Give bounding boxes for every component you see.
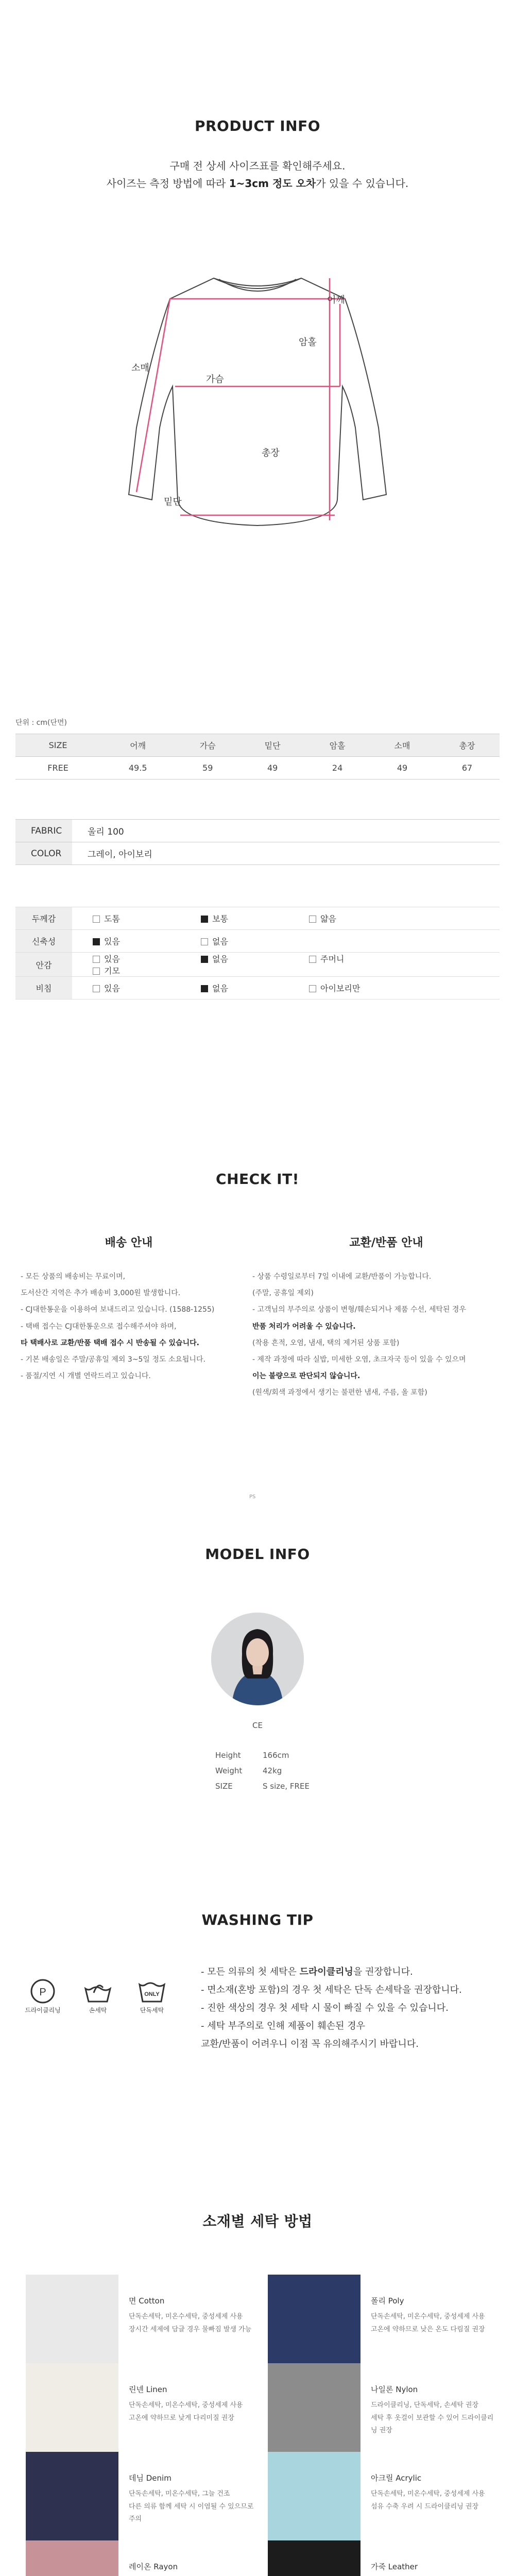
material-swatch	[26, 2540, 118, 2576]
th-shoulder: 어깨	[100, 734, 175, 757]
label-chest: 가슴	[206, 374, 224, 385]
material-swatch	[268, 2540, 360, 2576]
material-desc	[371, 2311, 500, 2336]
label-length: 총장	[262, 448, 280, 459]
model-stats	[215, 1748, 310, 1794]
material-name: 나일론 Nylon	[371, 2385, 418, 2394]
notice-line: - 기본 배송일은 주말/공휴일 제외 3~5일 정도 소요됩니다.	[21, 1355, 205, 1364]
material-item	[268, 2275, 500, 2367]
washing-tip-line	[201, 1981, 510, 1999]
checkbox-icon	[309, 956, 316, 963]
attribute-row	[15, 907, 500, 930]
attribute-row	[15, 977, 500, 999]
material-swatch	[268, 2452, 360, 2545]
material-item	[26, 2540, 258, 2576]
material-name: 데님 Denim	[129, 2473, 171, 2483]
label-sleeve: 소매	[131, 363, 149, 374]
material-desc-line: 단독손세탁, 미온수세탁, 그늘 건조	[129, 2490, 230, 2498]
checkbox-icon	[93, 968, 100, 975]
intro-2-bold: 1~3cm 정도 오차	[229, 177, 316, 190]
attribute-options	[72, 953, 500, 977]
label-shoulder: 어깨	[327, 295, 345, 306]
washing-tip-text-pre: - 진한 색상의 경우 첫 세탁 시 물이 빠질 수 있을 수 있습니다.	[201, 2003, 449, 2013]
notice-line: - 택배 접수는 CJ대한통운으로 접수해주셔야 하며,	[21, 1322, 177, 1331]
notice-line: - 고객님의 부주의로 상품이 변형/훼손되거나 제품 수선, 세탁된 경우	[252, 1306, 466, 1314]
material-name: 가죽 Leather	[371, 2562, 418, 2571]
material-name: 린넨 Linen	[129, 2385, 167, 2394]
product-info-title: PRODUCT INFO	[194, 117, 321, 134]
height-label: Height	[215, 1751, 241, 1760]
cell-armhole: 24	[305, 757, 370, 779]
material-name: 면 Cotton	[129, 2296, 165, 2306]
washing-tip-line	[201, 2017, 510, 2035]
cell-sleeve: 49	[370, 757, 435, 779]
size-table	[15, 734, 500, 779]
table-row	[15, 757, 500, 779]
unit-note: 단위 : cm(단면)	[15, 719, 67, 727]
height-value: 166cm	[263, 1751, 289, 1760]
washing-tip-text-post: 을 권장합니다.	[353, 1967, 413, 1977]
size-table-header	[15, 734, 500, 757]
attribute-option[interactable]	[93, 982, 201, 994]
checkbox-icon	[201, 938, 208, 945]
material-item	[26, 2275, 258, 2367]
material-desc-line: 장시간 세제에 담글 경우 물빠짐 발생 가능	[129, 2325, 252, 2333]
attribute-table	[15, 907, 500, 999]
attribute-option[interactable]	[309, 912, 417, 924]
attribute-option[interactable]	[93, 935, 201, 947]
washing-tip-text	[201, 1963, 510, 2053]
material-desc-line: 단독손세탁, 미온수세탁, 중성세제 사용	[371, 2490, 485, 2498]
cell-hem: 49	[240, 757, 305, 779]
attribute-option-label: 없음	[212, 984, 228, 993]
small-mark: PS	[249, 1494, 256, 1500]
size-label: SIZE	[215, 1782, 233, 1791]
color-label: COLOR	[15, 842, 72, 865]
material-item	[26, 2452, 258, 2545]
attribute-option-label: 기모	[104, 966, 120, 976]
attribute-option-label: 얇음	[320, 914, 336, 924]
attribute-option[interactable]	[201, 953, 309, 964]
model-weight-row	[215, 1763, 310, 1778]
material-swatch	[26, 2363, 118, 2456]
separate-wash-item	[129, 1978, 175, 2014]
delivery-notice	[21, 1268, 247, 1384]
material-item	[268, 2363, 500, 2456]
delivery-title: 배송 안내	[105, 1236, 153, 1249]
attribute-options	[72, 907, 500, 930]
hand-wash-icon	[82, 1978, 113, 2004]
notice-line: - CJ대한통운을 이용하여 보내드리고 있습니다. (1588-1255)	[21, 1306, 215, 1314]
cell-chest: 59	[175, 757, 240, 779]
size-value: S size, FREE	[263, 1782, 310, 1791]
material-desc	[129, 2488, 258, 2526]
washing-tip-text-pre: - 모든 의류의 첫 세탁은	[201, 1967, 300, 1977]
th-sleeve: 소매	[370, 734, 435, 757]
notice-line: - 상품 수령일로부터 7일 이내에 교환/반품이 가능합니다.	[252, 1273, 432, 1281]
notice-line: - 제작 과정에 따라 실밥, 미세한 오염, 초크자국 등이 있을 수 있으며	[252, 1355, 466, 1364]
attribute-options	[72, 930, 500, 953]
attribute-option[interactable]	[201, 982, 309, 994]
notice-line: - 품절/지연 시 개별 연락드리고 있습니다.	[21, 1372, 151, 1381]
checkbox-icon	[201, 985, 208, 992]
attribute-option-label: 보통	[212, 914, 228, 924]
material-swatch	[268, 2275, 360, 2367]
hand-wash-label: 손세탁	[89, 2007, 107, 2014]
check-it-title: CHECK IT!	[216, 1171, 299, 1188]
product-info-intro-2	[0, 175, 515, 190]
product-info-intro-1: 구매 전 상세 사이즈표를 확인해주세요.	[169, 160, 346, 172]
attribute-option[interactable]	[201, 935, 309, 947]
attribute-option-label: 없음	[212, 937, 228, 946]
attribute-row	[15, 930, 500, 953]
material-desc-line: 드라이클리닝, 단독세탁, 손세탁 권장	[371, 2401, 479, 2409]
washing-tip-line	[201, 1999, 510, 2017]
fabric-table	[15, 819, 500, 865]
material-item	[26, 2363, 258, 2456]
attribute-option-label: 아이보리만	[320, 984, 360, 993]
hand-wash-item	[75, 1978, 121, 2014]
attribute-option[interactable]	[201, 912, 309, 924]
th-chest: 가슴	[175, 734, 240, 757]
material-desc	[371, 2399, 500, 2437]
model-avatar	[211, 1613, 304, 1705]
fabric-label: FABRIC	[15, 820, 72, 842]
material-desc	[129, 2399, 258, 2425]
attribute-option-label: 있음	[104, 984, 120, 993]
washing-tip-title: WASHING TIP	[201, 1911, 314, 1928]
material-desc-line: 세탁 후 옷걸이 보관할 수 있어 드라이클리닝 권장	[371, 2414, 494, 2435]
th-hem: 밑단	[240, 734, 305, 757]
material-desc-line: 단독손세탁, 미온수세탁, 중성세제 사용	[129, 2401, 243, 2409]
exchange-title: 교환/반품 안내	[349, 1236, 423, 1249]
attribute-row	[15, 953, 500, 977]
washing-tip-line	[201, 2035, 510, 2053]
attribute-option-label: 주머니	[320, 954, 345, 964]
washing-tip-text-pre: - 세탁 부주의로 인해 제품이 훼손된 경우	[201, 2021, 366, 2031]
label-hem: 밑단	[164, 497, 182, 507]
intro-2-pre: 사이즈는 측정 방법에 따라	[106, 177, 229, 190]
attribute-label: 비침	[15, 977, 72, 999]
cell-shoulder: 49.5	[100, 757, 175, 779]
notice-line: 타 택배사로 교환/반품 택배 접수 시 반송될 수 있습니다.	[21, 1338, 199, 1347]
notice-line: (착용 흔적, 오염, 냄새, 택의 제거된 상품 포함)	[252, 1338, 400, 1347]
attribute-label: 신축성	[15, 930, 72, 953]
cell-length: 67	[435, 757, 500, 779]
attribute-option-label: 도톰	[104, 914, 120, 924]
washing-tip-text-bold: 드라이클리닝	[299, 1967, 353, 1977]
material-desc-line: 단독손세탁, 미온수세탁, 중성세제 사용	[371, 2313, 485, 2320]
attribute-label: 안감	[15, 953, 72, 977]
checkbox-icon	[93, 938, 100, 945]
attribute-option[interactable]	[93, 912, 201, 924]
color-value: 그레이, 아이보리	[72, 842, 500, 865]
dry-clean-icon	[27, 1978, 58, 2004]
attribute-option[interactable]	[309, 953, 417, 964]
notice-line: (주말, 공휴일 제외)	[252, 1289, 314, 1298]
svg-text:ONLY: ONLY	[144, 1991, 160, 1997]
checkbox-icon	[93, 916, 100, 923]
model-name: CE	[252, 1721, 263, 1730]
attribute-options	[72, 977, 500, 999]
notice-line: 반품 처리가 어려울 수 있습니다.	[252, 1322, 356, 1331]
dry-clean-item	[20, 1978, 66, 2014]
washing-tip-text-pre: 교환/반품이 어려우니 이점 꼭 유의해주시기 바랍니다.	[201, 2039, 419, 2049]
fabric-value: 울리 100	[72, 820, 500, 842]
material-desc	[129, 2311, 258, 2336]
material-item	[268, 2452, 500, 2545]
model-size-row	[215, 1778, 310, 1794]
th-length: 총장	[435, 734, 500, 757]
material-desc	[371, 2488, 500, 2513]
fabric-row	[15, 820, 500, 842]
th-armhole: 암홀	[305, 734, 370, 757]
material-name: 폴리 Poly	[371, 2296, 404, 2306]
attribute-option-label: 있음	[104, 954, 120, 964]
material-swatch	[268, 2363, 360, 2456]
checkbox-icon	[201, 956, 208, 963]
attribute-option[interactable]	[309, 982, 417, 994]
size-diagram	[103, 258, 412, 546]
material-swatch	[26, 2275, 118, 2367]
notice-line: (원색/회색 과정에서 생기는 불편한 냄새, 주름, 올 포함)	[252, 1388, 427, 1397]
material-desc-line: 고온에 약하므로 낮은 온도 다림질 권장	[371, 2325, 485, 2333]
notice-line: 이는 불량으로 판단되지 않습니다.	[252, 1372, 360, 1381]
weight-value: 42kg	[263, 1766, 282, 1775]
label-armhole: 암홀	[299, 337, 317, 348]
weight-label: Weight	[215, 1766, 243, 1775]
materials-title: 소재별 세탁 방법	[202, 2213, 313, 2230]
checkbox-icon	[309, 985, 316, 992]
material-item	[268, 2540, 500, 2576]
material-desc-line: 고온에 약하므로 낮게 다리미질 권장	[129, 2414, 234, 2422]
material-desc-line: 다른 의류 함께 세탁 시 이염될 수 있으므로 주의	[129, 2502, 254, 2523]
notice-line: 도서산간 지역은 추가 배송비 3,000원 발생합니다.	[21, 1289, 181, 1298]
attribute-option[interactable]	[93, 964, 201, 976]
exchange-notice	[252, 1268, 510, 1401]
material-name: 레이온 Rayon	[129, 2562, 178, 2571]
color-row	[15, 842, 500, 865]
material-desc-line: 섬유 수축 우려 시 드라이클리닝 권장	[371, 2502, 479, 2511]
attribute-option[interactable]	[93, 953, 201, 964]
material-swatch	[26, 2452, 118, 2545]
checkbox-icon	[93, 956, 100, 963]
separate-wash-icon	[136, 1978, 167, 2004]
model-photo	[211, 1613, 304, 1705]
notice-line: - 모든 상품의 배송비는 무료이며,	[21, 1273, 126, 1281]
model-info-title: MODEL INFO	[205, 1546, 310, 1563]
cell-size: FREE	[15, 757, 100, 779]
intro-2-post: 가 있을 수 있습니다.	[316, 177, 409, 190]
washing-tip-text-pre: - 면소재(혼방 포함)의 경우 첫 세탁은 단독 손세탁을 권장합니다.	[201, 1985, 462, 1995]
attribute-label: 두께감	[15, 907, 72, 930]
material-desc-line: 단독손세탁, 미온수세탁, 중성세제 사용	[129, 2313, 243, 2320]
attribute-option-label: 없음	[212, 954, 228, 964]
checkbox-icon	[201, 916, 208, 923]
attribute-option-label: 있음	[104, 937, 120, 946]
washing-tip-line	[201, 1963, 510, 1981]
th-size: SIZE	[15, 734, 100, 757]
checkbox-icon	[93, 985, 100, 992]
checkbox-icon	[309, 916, 316, 923]
material-name: 아크릴 Acrylic	[371, 2473, 422, 2483]
svg-text:P: P	[39, 1987, 46, 1998]
model-height-row	[215, 1748, 310, 1763]
dry-clean-label: 드라이클리닝	[25, 2007, 61, 2014]
separate-wash-label: 단독세탁	[140, 2007, 164, 2014]
